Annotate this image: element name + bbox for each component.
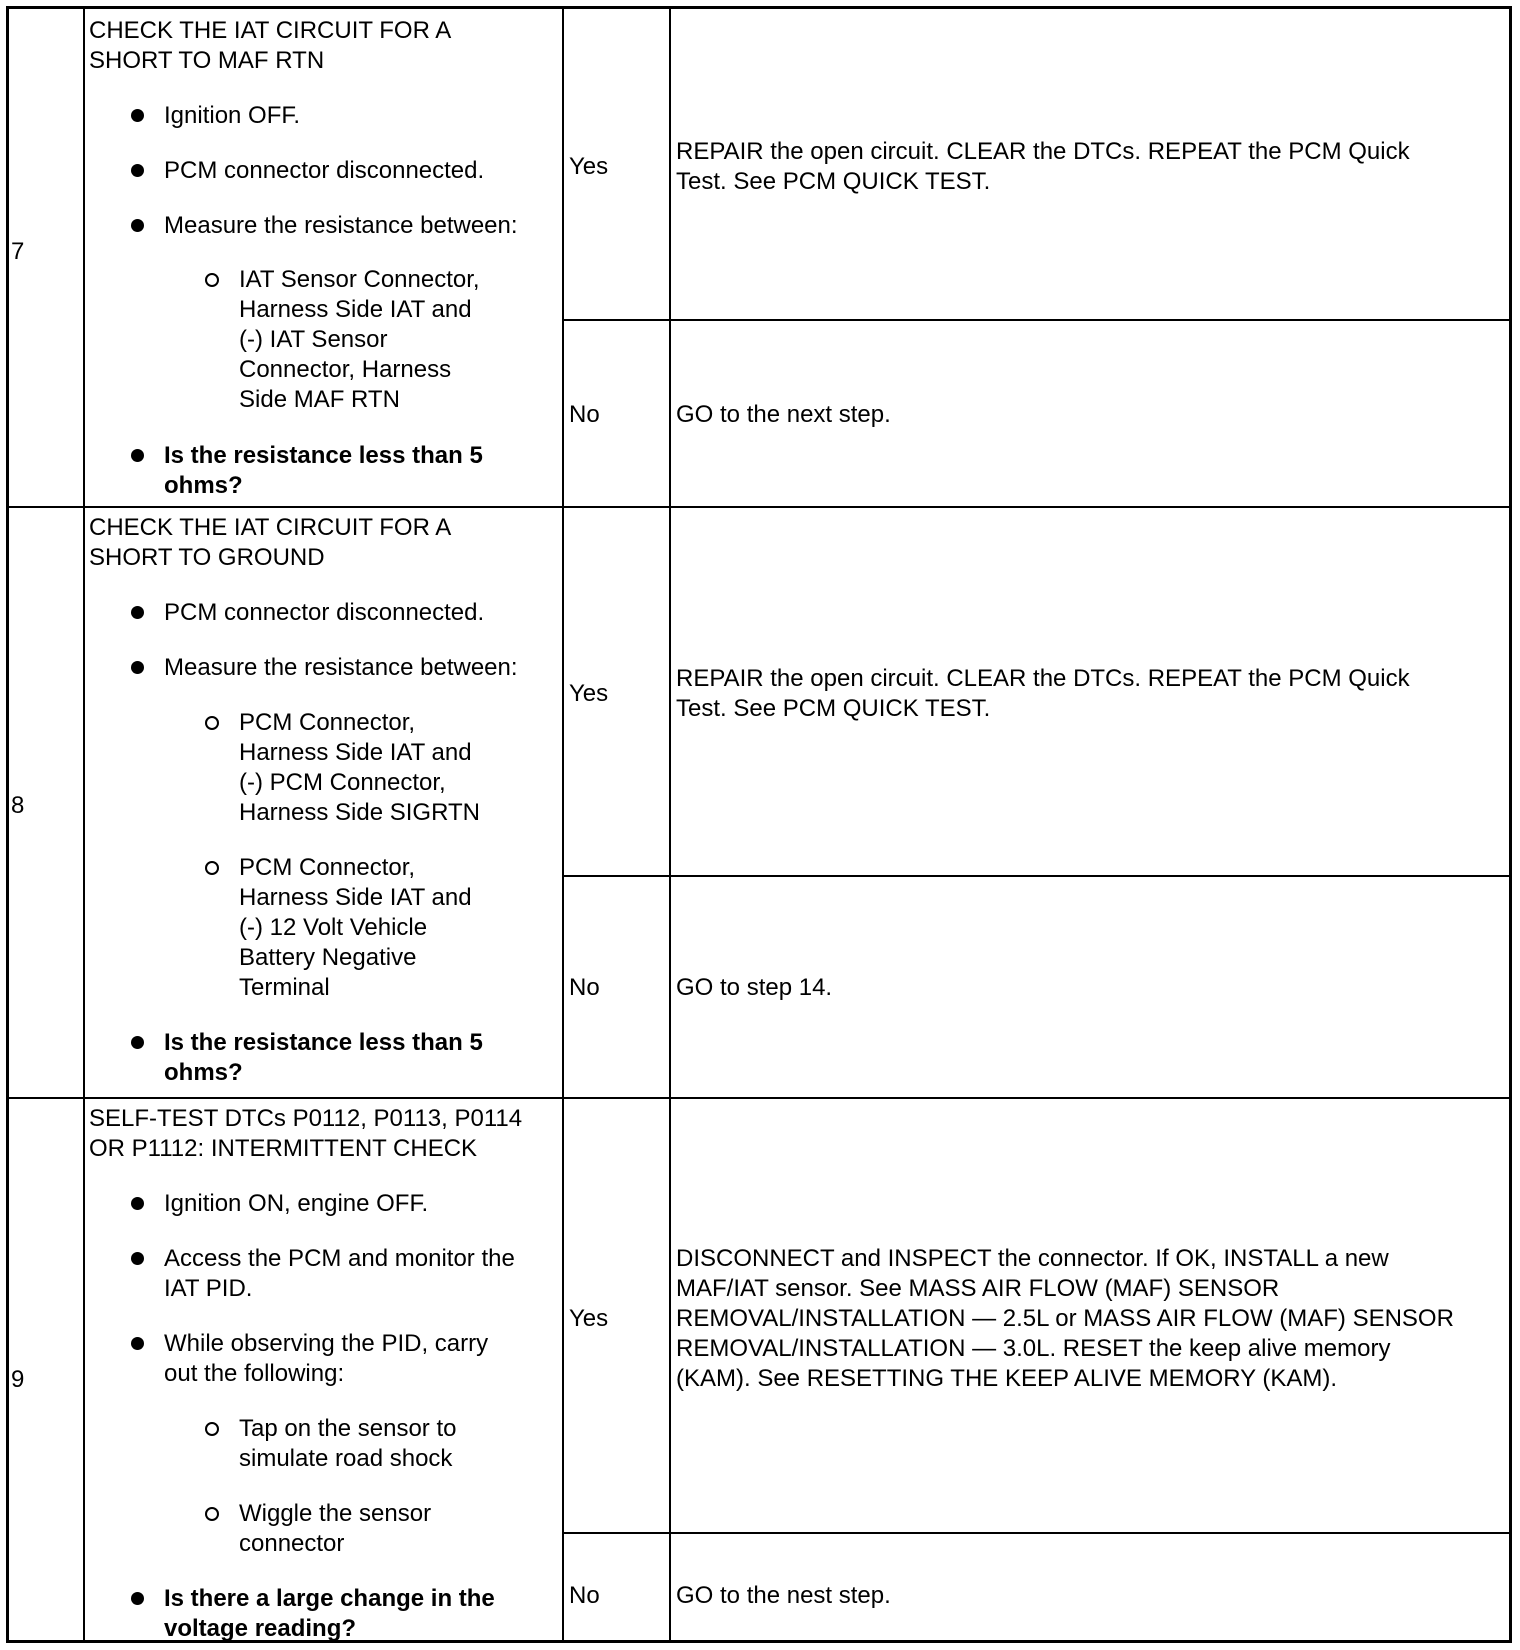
step-number: 9 [11, 1366, 25, 1393]
sub-item: PCM Connector, [239, 854, 416, 881]
sub-item: Wiggle the sensor [239, 1500, 432, 1527]
bullet-icon [131, 1036, 144, 1049]
no-action: GO to the next step. [676, 401, 891, 428]
sub-item: PCM Connector, [239, 709, 416, 736]
instruction-item: Measure the resistance between: [164, 654, 518, 681]
yes-action: REPAIR the open circuit. CLEAR the DTCs. REPEAT the PCM Quick [676, 665, 1410, 692]
bullet-icon [131, 1252, 144, 1265]
yes-action: MAF/IAT sensor. See MASS AIR FLOW (MAF) SENSOR [676, 1275, 1280, 1302]
yes-label: Yes [569, 680, 609, 707]
circle-bullet-icon [205, 273, 219, 287]
yes-action: DISCONNECT and INSPECT the connector. If OK, INSTALL a new [676, 1245, 1389, 1272]
no-action: GO to step 14. [676, 974, 833, 1001]
sub-item: (-) 12 Volt Vehicle [239, 914, 428, 941]
bullet-icon [131, 449, 144, 462]
bullet-icon [131, 1337, 144, 1350]
yes-no-divider [562, 1532, 1509, 1534]
circle-bullet-icon [205, 1507, 219, 1521]
circle-bullet-icon [205, 1422, 219, 1436]
sub-item: Harness Side IAT and [239, 884, 472, 911]
yes-action: REMOVAL/INSTALLATION — 3.0L. RESET the keep alive memory [676, 1335, 1391, 1362]
step-number: 8 [11, 792, 25, 819]
sub-item: IAT Sensor Connector, [239, 266, 480, 293]
yes-action: Test. See PCM QUICK TEST. [676, 168, 991, 195]
sub-item: simulate road shock [239, 1445, 453, 1472]
instruction-item: Ignition ON, engine OFF. [164, 1190, 429, 1217]
sub-item: Harness Side IAT and [239, 296, 472, 323]
yes-action: (KAM). See RESETTING THE KEEP ALIVE MEMORY (KAM). [676, 1365, 1338, 1392]
question: ohms? [164, 1059, 243, 1086]
sub-item: connector [239, 1530, 345, 1557]
bullet-icon [131, 1592, 144, 1605]
column-divider [669, 9, 671, 1640]
question: Is there a large change in the [164, 1585, 495, 1612]
sub-item: Harness Side SIGRTN [239, 799, 480, 826]
sub-item: Harness Side IAT and [239, 739, 472, 766]
question: Is the resistance less than 5 [164, 1029, 483, 1056]
no-label: No [569, 974, 600, 1001]
sub-item: Connector, Harness [239, 356, 452, 383]
question: ohms? [164, 472, 243, 499]
circle-bullet-icon [205, 716, 219, 730]
instruction-item: Measure the resistance between: [164, 212, 518, 239]
question: voltage reading? [164, 1615, 357, 1642]
yes-label: Yes [569, 1305, 609, 1332]
no-label: No [569, 401, 600, 428]
instruction-item: IAT PID. [164, 1275, 253, 1302]
yes-action: REPAIR the open circuit. CLEAR the DTCs. REPEAT the PCM Quick [676, 138, 1410, 165]
question: Is the resistance less than 5 [164, 442, 483, 469]
step-number: 7 [11, 238, 25, 265]
step-title: CHECK THE IAT CIRCUIT FOR A [89, 17, 452, 44]
bullet-icon [131, 109, 144, 122]
column-divider [562, 9, 564, 1640]
bullet-icon [131, 606, 144, 619]
step-title: SHORT TO MAF RTN [89, 47, 325, 74]
instruction-item: While observing the PID, carry [164, 1330, 489, 1357]
sub-item: (-) IAT Sensor [239, 326, 388, 353]
yes-action: REMOVAL/INSTALLATION — 2.5L or MASS AIR FLOW (MAF) SENSOR [676, 1305, 1454, 1332]
yes-action: Test. See PCM QUICK TEST. [676, 695, 991, 722]
sub-item: Battery Negative [239, 944, 417, 971]
instruction-item: PCM connector disconnected. [164, 599, 485, 626]
bullet-icon [131, 661, 144, 674]
yes-label: Yes [569, 153, 609, 180]
no-label: No [569, 1582, 600, 1609]
row-divider [9, 1097, 1509, 1099]
row-divider [9, 506, 1509, 508]
instruction-item: out the following: [164, 1360, 345, 1387]
step-title: SELF-TEST DTCs P0112, P0113, P0114 [89, 1105, 523, 1132]
yes-no-divider [562, 319, 1509, 321]
bullet-icon [131, 219, 144, 232]
instruction-item: Ignition OFF. [164, 102, 301, 129]
step-title: OR P1112: INTERMITTENT CHECK [89, 1135, 478, 1162]
diagnostic-table [6, 6, 1512, 1643]
instruction-item: PCM connector disconnected. [164, 157, 485, 184]
circle-bullet-icon [205, 861, 219, 875]
bullet-icon [131, 164, 144, 177]
yes-no-divider [562, 875, 1509, 877]
sub-item: Tap on the sensor to [239, 1415, 457, 1442]
step-title: CHECK THE IAT CIRCUIT FOR A [89, 514, 452, 541]
instruction-item: Access the PCM and monitor the [164, 1245, 515, 1272]
sub-item: Terminal [239, 974, 330, 1001]
sub-item: (-) PCM Connector, [239, 769, 446, 796]
no-action: GO to the nest step. [676, 1582, 891, 1609]
sub-item: Side MAF RTN [239, 386, 400, 413]
column-divider [83, 9, 85, 1640]
bullet-icon [131, 1197, 144, 1210]
step-title: SHORT TO GROUND [89, 544, 325, 571]
